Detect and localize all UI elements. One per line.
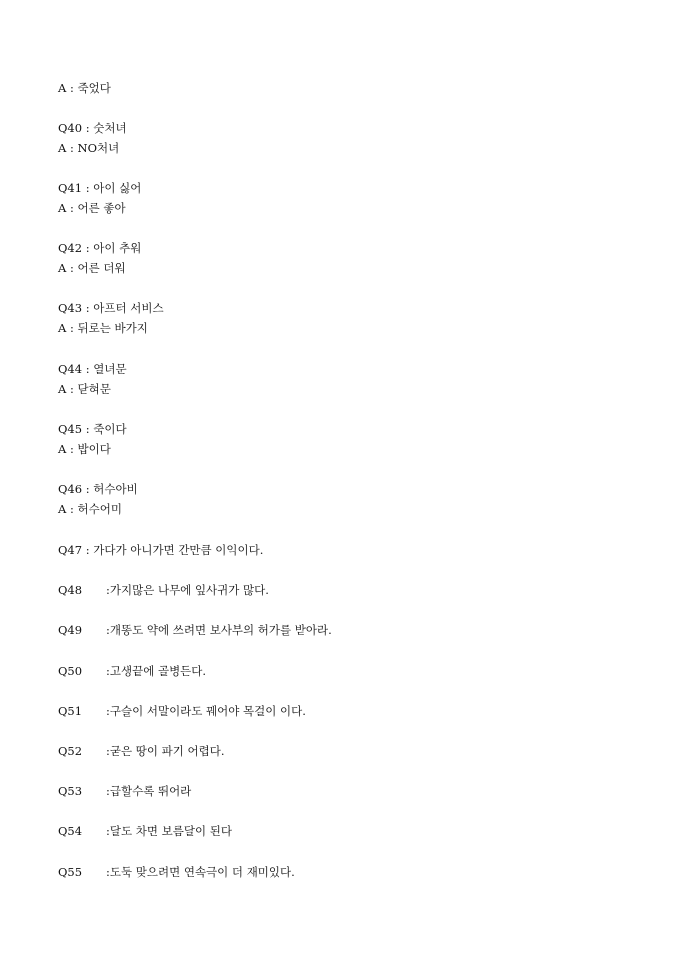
question-line (58, 301, 164, 315)
question-line (58, 623, 332, 637)
line-label: A (58, 81, 67, 95)
question-line (58, 482, 138, 496)
question-line (58, 664, 206, 678)
line-text: 열녀문 (93, 362, 127, 376)
line-separator: : (82, 121, 94, 135)
line-separator: : (66, 442, 78, 456)
line-text: 죽었다 (77, 81, 111, 95)
line-label: A (58, 442, 67, 456)
line-text: 밥이다 (77, 442, 111, 456)
line-text: NO처녀 (77, 141, 120, 155)
line-separator: : (66, 81, 78, 95)
line-separator: : (106, 784, 110, 798)
answer-line (58, 442, 111, 456)
line-label: Q44 (58, 362, 83, 376)
line-label: A (58, 201, 67, 215)
line-separator: : (106, 583, 110, 597)
line-separator: : (66, 502, 78, 516)
line-text: 숫처녀 (93, 121, 127, 135)
line-label: Q48 (58, 583, 83, 597)
question-line (58, 422, 127, 436)
line-label: Q47 (58, 543, 83, 557)
line-text: 허수아비 (93, 482, 138, 496)
line-separator: : (106, 824, 110, 838)
line-label: Q50 (58, 664, 83, 678)
line-text: 어른 좋아 (77, 201, 126, 215)
line-text: 아이 싫어 (93, 181, 142, 195)
question-line (58, 583, 269, 597)
line-separator: : (82, 543, 94, 557)
question-line (58, 543, 263, 557)
line-separator: : (82, 362, 94, 376)
line-text: 달도 차면 보름달이 된다 (109, 824, 232, 838)
line-text: 급할수록 뛰어라 (109, 784, 192, 798)
line-separator: : (106, 664, 110, 678)
question-line (58, 704, 306, 718)
answer-line (58, 261, 126, 275)
line-separator: : (82, 241, 94, 255)
question-line (58, 784, 191, 798)
line-separator: : (106, 865, 110, 879)
line-separator: : (82, 301, 94, 315)
line-text: 어른 더워 (77, 261, 126, 275)
line-label: A (58, 321, 67, 335)
line-label: Q54 (58, 824, 83, 838)
line-label: Q41 (58, 181, 83, 195)
answer-line (58, 141, 119, 155)
line-text: 굳은 땅이 파기 어렵다. (109, 744, 225, 758)
line-label: Q40 (58, 121, 83, 135)
question-line (58, 362, 127, 376)
line-separator: : (66, 382, 78, 396)
question-line (58, 824, 232, 838)
line-label: Q43 (58, 301, 83, 315)
line-text: 허수어미 (77, 502, 122, 516)
line-separator: : (66, 201, 78, 215)
answer-line (58, 502, 122, 516)
answer-line (58, 201, 126, 215)
line-separator: : (82, 482, 94, 496)
line-text: 아프터 서비스 (93, 301, 164, 315)
line-label: Q46 (58, 482, 83, 496)
line-label: A (58, 502, 67, 516)
line-label: Q52 (58, 744, 83, 758)
line-text: 아이 추워 (93, 241, 142, 255)
line-text: 도둑 맞으려면 연속극이 더 재미있다. (109, 865, 295, 879)
line-text: 닫혀문 (77, 382, 111, 396)
answer-line (58, 382, 111, 396)
line-text: 가지많은 나무에 잎사귀가 많다. (109, 583, 269, 597)
line-text: 죽이다 (93, 422, 127, 436)
line-separator: : (66, 321, 78, 335)
question-line (58, 865, 295, 879)
question-line (58, 241, 141, 255)
line-separator: : (66, 141, 78, 155)
line-label: Q49 (58, 623, 83, 637)
line-separator: : (106, 623, 110, 637)
line-text: 고생끝에 골병든다. (109, 664, 207, 678)
line-text: 개똥도 약에 쓰려면 보사부의 허가를 받아라. (109, 623, 332, 637)
line-separator: : (66, 261, 78, 275)
question-line (58, 181, 141, 195)
line-text: 구슬이 서말이라도 꿰어야 목걸이 이다. (109, 704, 306, 718)
line-label: Q42 (58, 241, 83, 255)
answer-line (58, 321, 148, 335)
question-line (58, 121, 127, 135)
line-label: A (58, 141, 67, 155)
line-text: 뒤로는 바가지 (77, 321, 148, 335)
line-separator: : (106, 704, 110, 718)
line-label: A (58, 382, 67, 396)
line-label: Q53 (58, 784, 83, 798)
question-line (58, 744, 224, 758)
line-text: 가다가 아니가면 간만큼 이익이다. (93, 543, 264, 557)
line-separator: : (82, 181, 94, 195)
line-label: Q55 (58, 865, 83, 879)
line-separator: : (82, 422, 94, 436)
line-label: Q45 (58, 422, 83, 436)
answer-line (58, 81, 111, 95)
line-separator: : (106, 744, 110, 758)
line-label: Q51 (58, 704, 83, 718)
line-label: A (58, 261, 67, 275)
